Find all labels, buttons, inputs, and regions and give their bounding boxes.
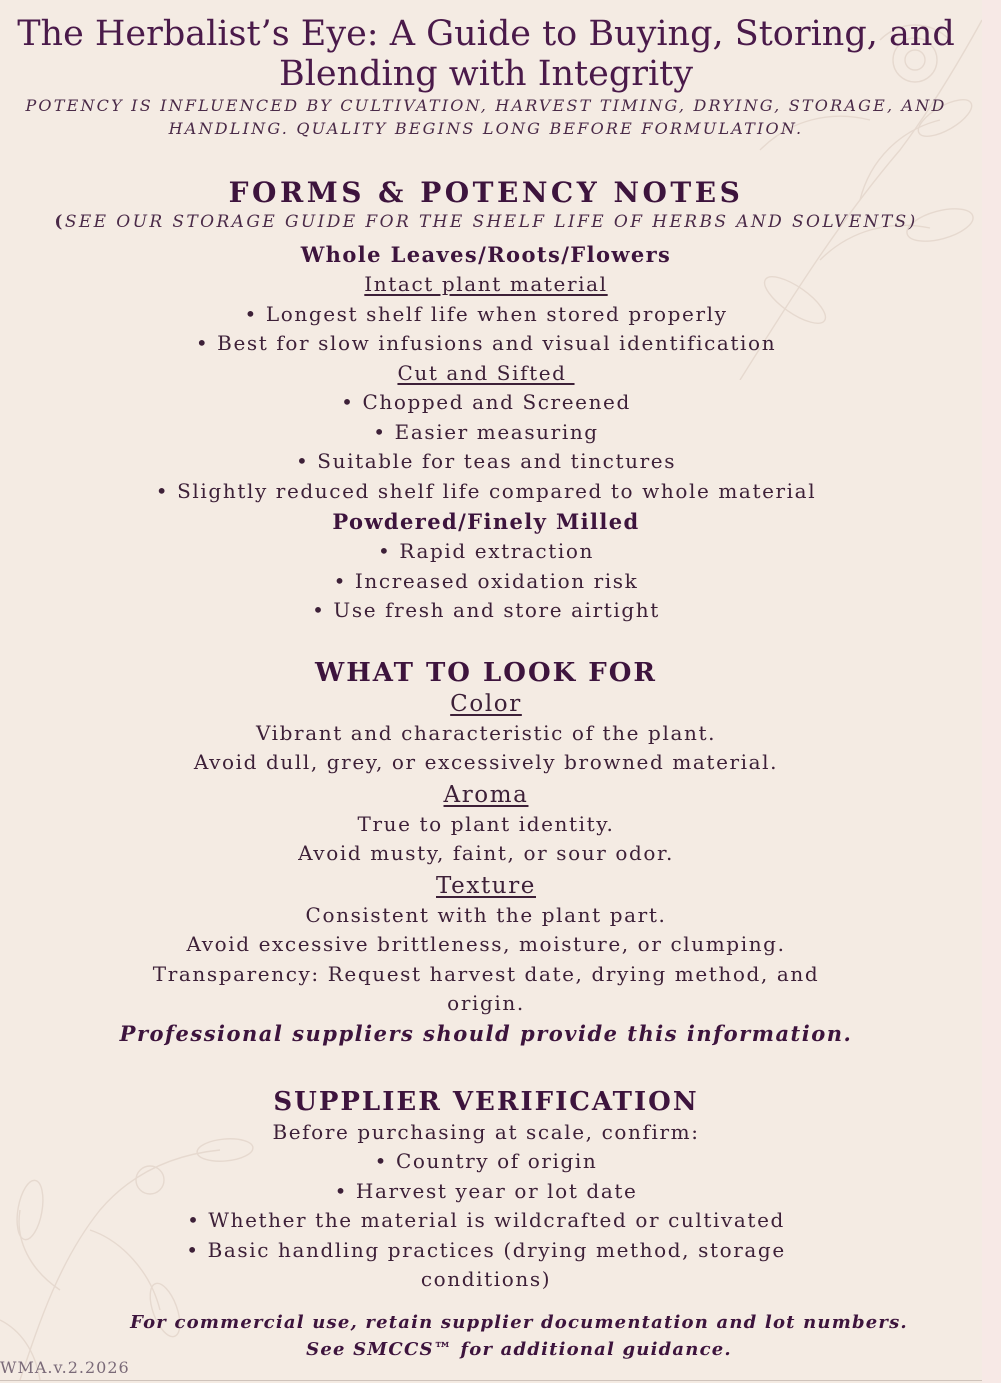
list-item: • Whether the material is wildcrafted or cultivated [187, 1208, 785, 1232]
list-item: • Longest shelf life when stored properly [244, 301, 728, 326]
suppliers-emphasis: Professional suppliers should provide this information. [119, 1020, 853, 1046]
footer-note [0, 1309, 972, 1363]
list-item: • Harvest year or lot date [334, 1178, 638, 1203]
version-label: WMA.v.2.2026 [0, 1358, 130, 1377]
list-item: • Increased oxidation risk [333, 568, 639, 593]
title-line: The Herbalist’s Eye: A Guide to Buying, Storing, and [17, 14, 955, 54]
texture-label: Texture [436, 872, 536, 899]
page-subtitle [0, 94, 972, 140]
texture-line: Avoid excessive brittleness, moisture, or clumping. [186, 932, 786, 956]
list-item: • Basic handling practices (drying method, storage [186, 1237, 786, 1262]
look-for-section [0, 657, 972, 1049]
footer-line: See SMCCS™ for additional guidance. [306, 1338, 732, 1360]
cut-sifted-label: Cut and Sifted [397, 360, 575, 385]
texture-line: origin. [447, 991, 525, 1015]
list-item: conditions) [420, 1267, 552, 1291]
list-item: • Chopped and Screened [341, 390, 631, 414]
supplier-intro: Before purchasing at scale, confirm: [272, 1119, 700, 1144]
whole-heading: Whole Leaves/Roots/Flowers [300, 242, 672, 267]
list-item: • Slightly reduced shelf life compared to whole material [155, 478, 817, 503]
list-item: • Use fresh and store airtight [312, 598, 660, 622]
subtitle-line: POTENCY IS INFLUENCED BY CULTIVATION, HARVEST TIMING, DRYING, STORAGE, AND [25, 96, 947, 115]
texture-line: Consistent with the plant part. [305, 902, 667, 927]
list-item: • Easier measuring [373, 419, 599, 444]
list-item: • Suitable for teas and tinctures [295, 449, 677, 473]
supplier-heading: SUPPLIER VERIFICATION [273, 1086, 699, 1117]
aroma-line: Avoid musty, faint, or sour odor. [298, 841, 674, 865]
title-line: Blending with Integrity [278, 54, 694, 94]
aroma-label: Aroma [443, 781, 529, 808]
color-line: Vibrant and characteristic of the plant. [255, 720, 717, 745]
footer-line: For commercial use, retain supplier documentation and lot numbers. [130, 1311, 908, 1333]
look-for-heading: WHAT TO LOOK FOR [315, 657, 657, 688]
list-item: • Country of origin [374, 1149, 598, 1173]
texture-line: Transparency: Request harvest date, drying method, and [152, 961, 820, 986]
note-text: SEE OUR STORAGE GUIDE FOR THE SHELF LIFE OF HERBS AND SOLVENTS) [64, 212, 918, 232]
forms-section [0, 176, 972, 626]
list-item: • Best for slow infusions and visual identification [195, 331, 777, 355]
color-line: Avoid dull, grey, or excessively browned material. [193, 750, 779, 774]
storage-guide-note [0, 210, 972, 234]
forms-heading: FORMS & POTENCY NOTES [228, 176, 744, 209]
powdered-heading: Powdered/Finely Milled [332, 509, 640, 534]
intact-label: Intact plant material [364, 272, 608, 296]
aroma-line: True to plant identity. [357, 811, 615, 836]
color-label: Color [450, 690, 522, 717]
list-item: • Rapid extraction [378, 539, 594, 563]
page-edge [982, 0, 1001, 1383]
subtitle-line: HANDLING. QUALITY BEGINS LONG BEFORE FORMULATION. [168, 119, 804, 138]
note-open-paren: ( [54, 212, 65, 232]
page-title [0, 14, 972, 94]
supplier-section [0, 1086, 972, 1295]
